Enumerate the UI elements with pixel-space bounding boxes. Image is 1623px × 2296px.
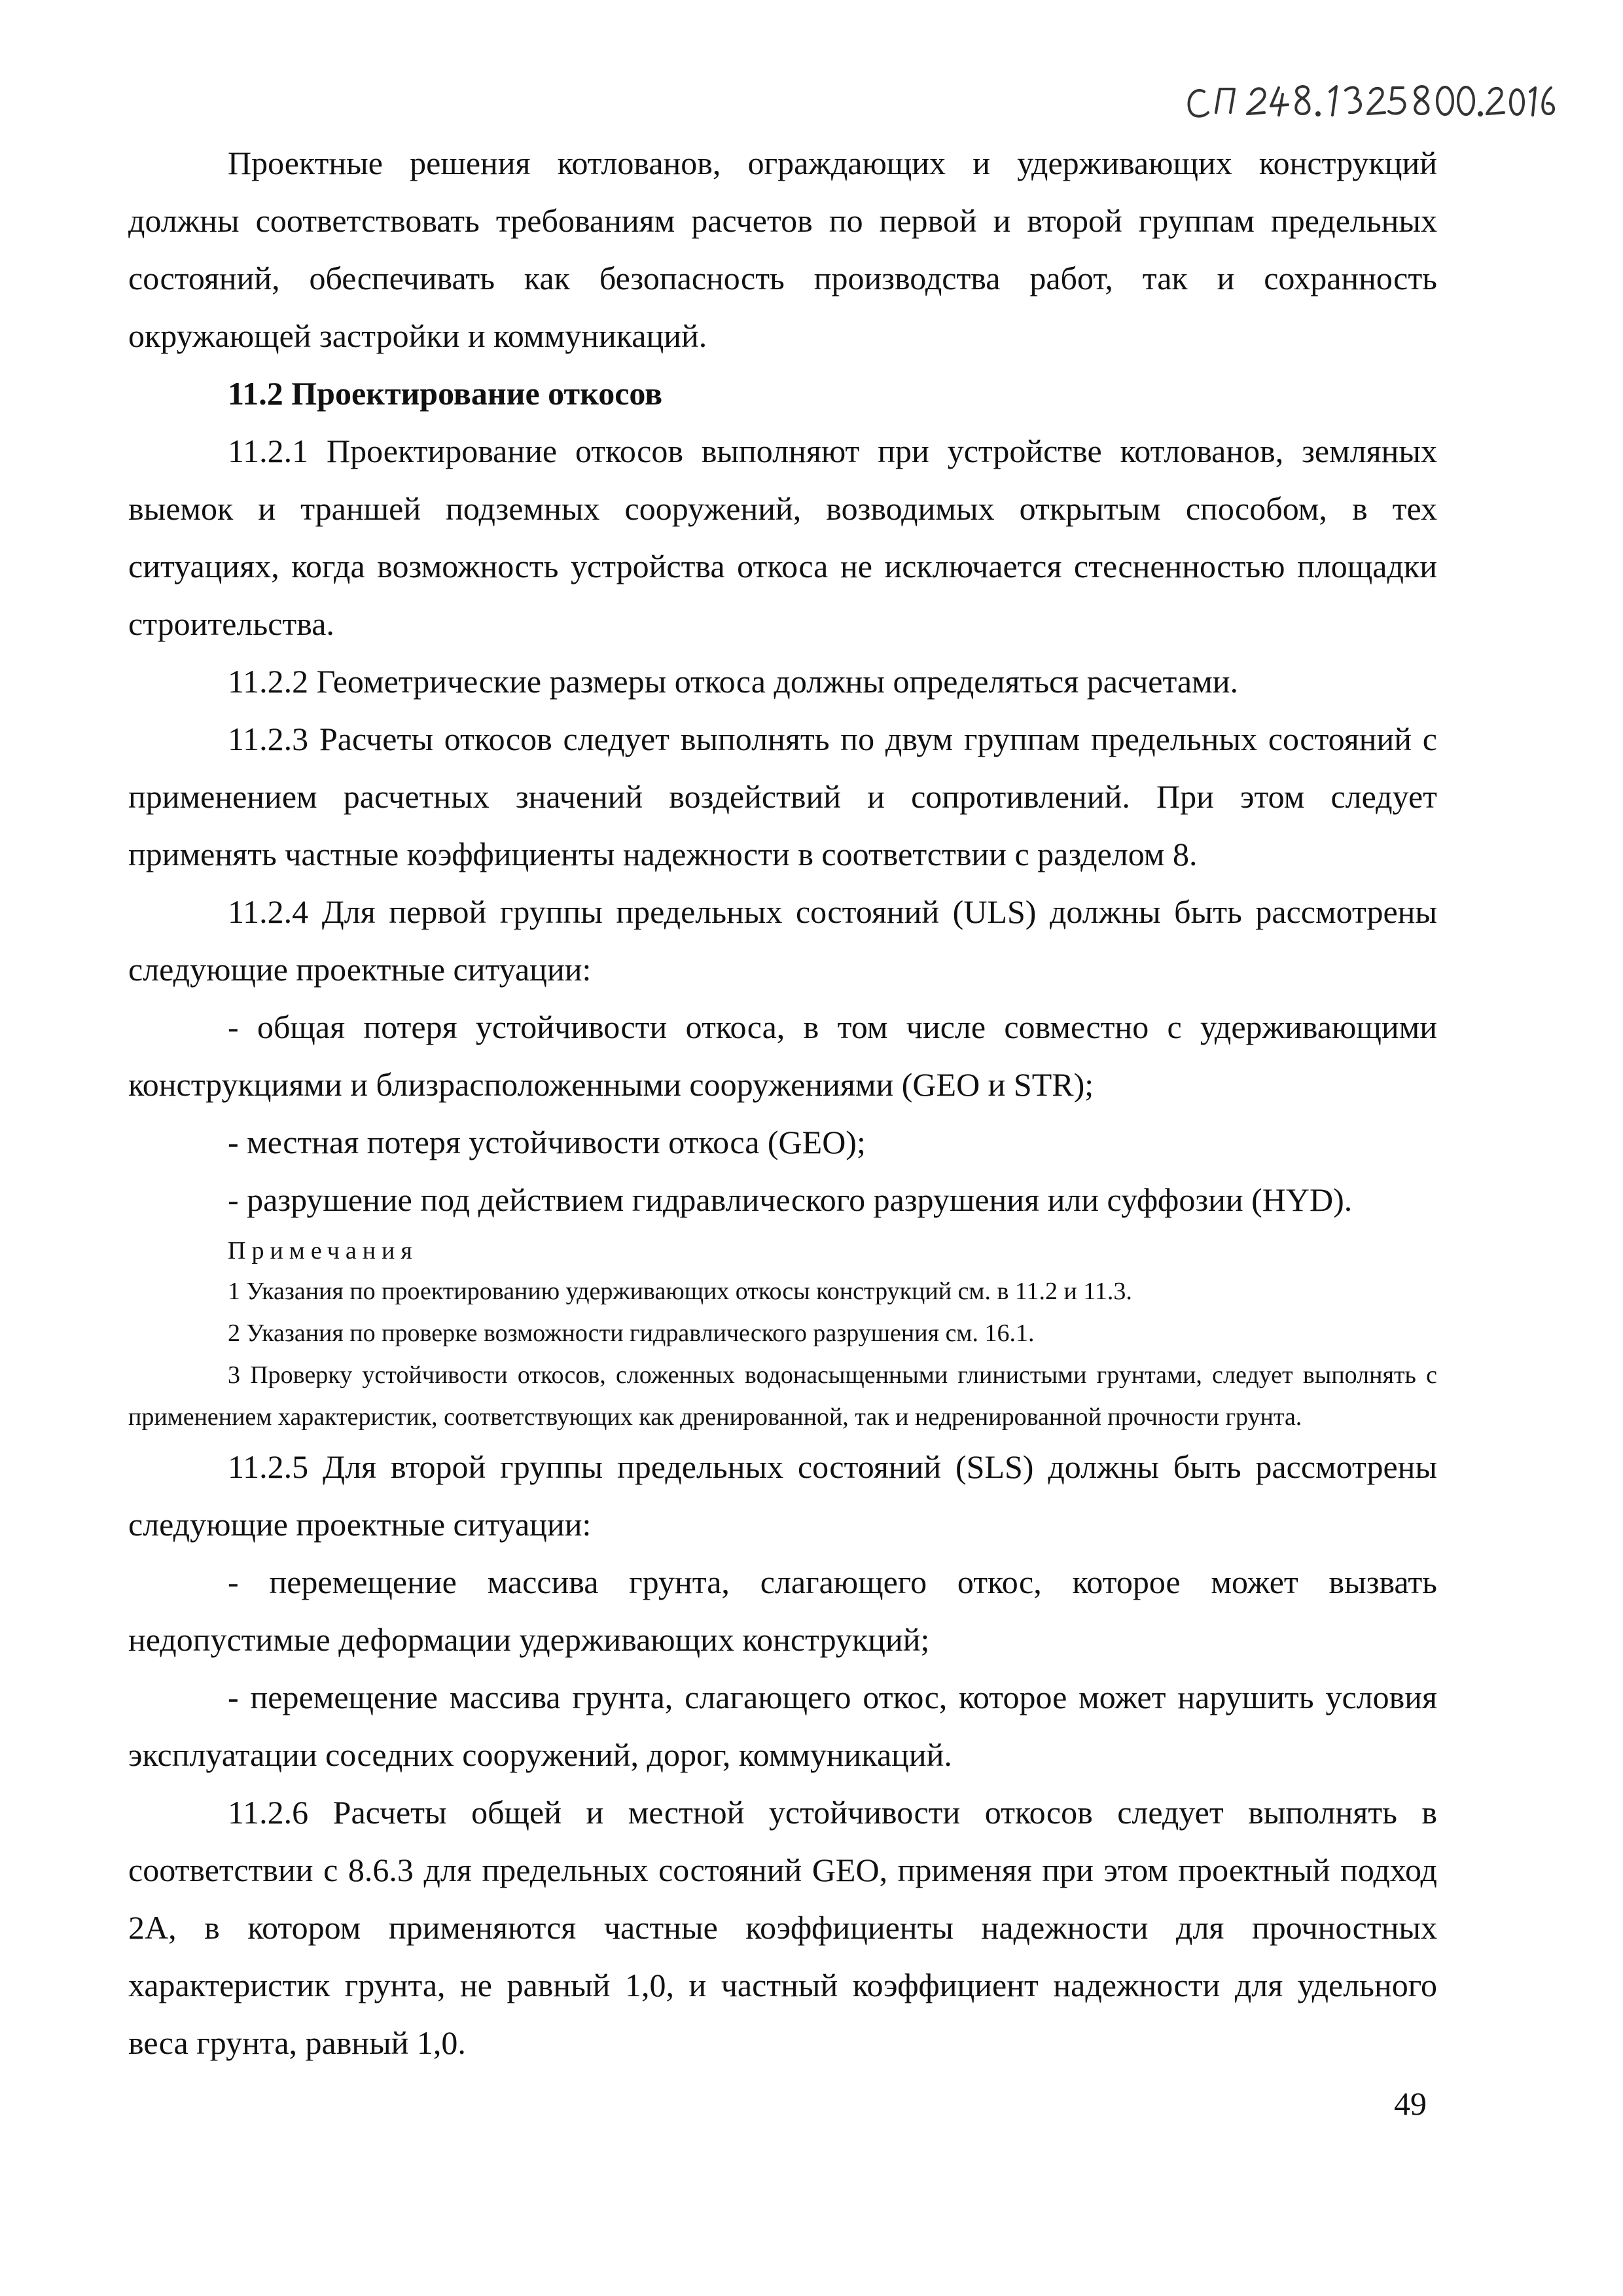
paragraph-11-2-1: 11.2.1 Проектирование откосов выполняют при устройстве котлованов, земляных выемок и траншей подземных сооружений, возводимых открытым способом, в тех ситуациях, когда возможность устройства откоса не исключается стесненностью площадки строительства. — [128, 433, 1437, 642]
paragraph-intro: Проектные решения котлованов, ограждающих и удерживающих конструкций должны соответствовать требованиям расчетов по первой и второй группам предельных состояний, обеспечивать как безопасность производства работ, так и сохранность окружающей застройки и коммуникаций. — [128, 145, 1437, 354]
paragraph-11-2-3: 11.2.3 Расчеты откосов следует выполнять по двум группам предельных состояний с применением расчетных значений воздействий и сопротивлений. При этом следует применять частные коэффициенты надежности в соответствии с разделом 8. — [128, 721, 1437, 872]
list-item-uls-2: - местная потеря устойчивости откоса (GEO); — [228, 1124, 866, 1160]
document-body — [128, 134, 1437, 2072]
handwritten-document-code — [1178, 65, 1558, 131]
list-item-uls-1: - общая потеря устойчивости откоса, в том числе совместно с удерживающими конструкциями и близрасположенными сооружениями (GEO и STR); — [128, 1009, 1437, 1103]
note-item-3: 3 Проверку устойчивости откосов, сложенных водонасыщенными глинистыми грунтами, следует выполнять с применением характеристик, соответствующих как дренированной, так и недренированной прочности грунта. — [128, 1361, 1437, 1431]
list-item-uls-3: - разрушение под действием гидравлического разрушения или суффозии (HYD). — [228, 1181, 1353, 1218]
note-item-2: 2 Указания по проверке возможности гидравлического разрушения см. 16.1. — [228, 1319, 1035, 1347]
paragraph-11-2-2: 11.2.2 Геометрические размеры откоса должны определяться расчетами. — [228, 663, 1239, 700]
list-item-sls-2: - перемещение массива грунта, слагающего откос, которое может нарушить условия эксплуатации соседних сооружений, дорог, коммуникаций. — [128, 1679, 1437, 1773]
page-number: 49 — [1394, 2085, 1427, 2122]
notes-block — [128, 1231, 1437, 1438]
section-heading-11-2: 11.2 Проектирование откосов — [228, 375, 663, 412]
notes-title: Примечания — [228, 1237, 418, 1265]
note-item-1: 1 Указания по проектированию удерживающих откосы конструкций см. в 11.2 и 11.3. — [228, 1278, 1132, 1305]
paragraph-11-2-6: 11.2.6 Расчеты общей и местной устойчивости откосов следует выполнять в соответствии с 8.6.3 для предельных состояний GEO, применяя при этом проектный подход 2А, в котором применяются частные коэффициенты надежности для прочностных характеристик грунта, не равный 1,0, и частный коэффициент надежности для удельного веса грунта, равный 1,0. — [128, 1794, 1437, 2061]
paragraph-11-2-4: 11.2.4 Для первой группы предельных состояний (ULS) должны быть рассмотрены следующие проектные ситуации: — [128, 893, 1437, 988]
list-item-sls-1: - перемещение массива грунта, слагающего откос, которое может вызвать недопустимые деформации удерживающих конструкций; — [128, 1564, 1437, 1658]
paragraph-11-2-5: 11.2.5 Для второй группы предельных состояний (SLS) должны быть рассмотрены следующие проектные ситуации: — [128, 1448, 1437, 1543]
